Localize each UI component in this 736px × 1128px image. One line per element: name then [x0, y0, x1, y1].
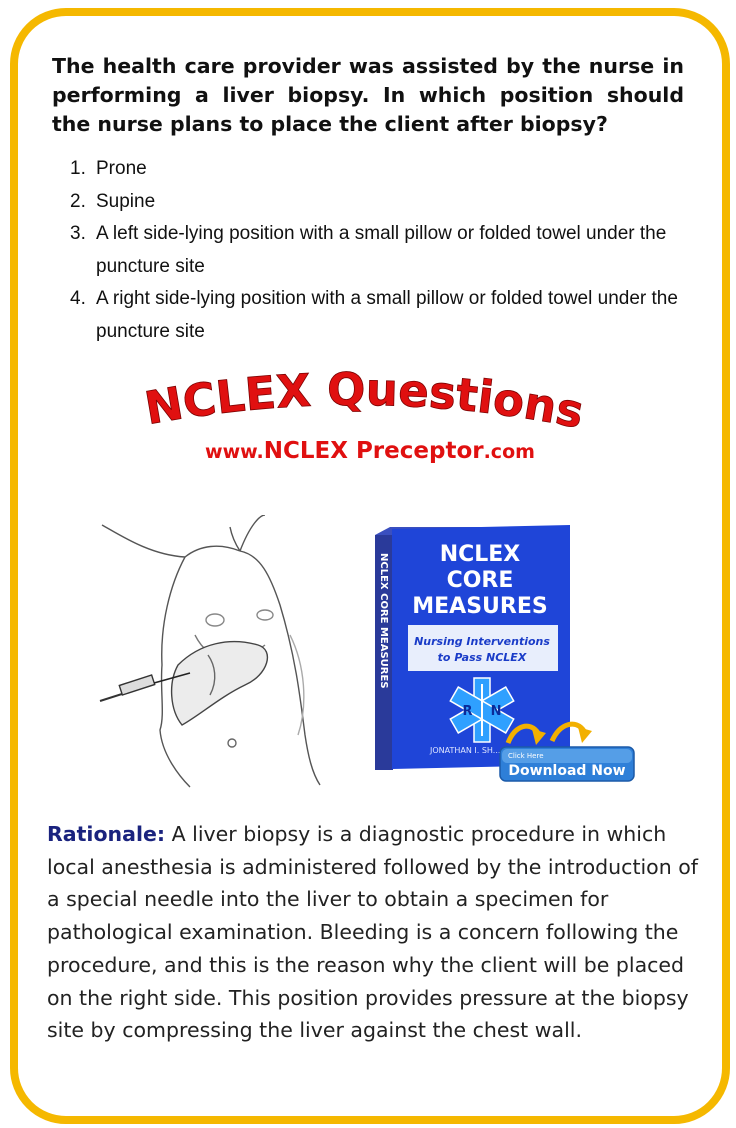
option-4: 4. A right side-lying position with a small pillow or folded towel under the puncture site — [70, 288, 678, 342]
option-1: 1. Prone — [70, 158, 147, 179]
option-3: 3. A left side-lying position with a small pillow or folded towel under the puncture site — [70, 223, 667, 277]
download-small-label: Click Here — [508, 752, 544, 760]
rationale-label: Rationale: — [47, 822, 166, 846]
book-title-3: MEASURES — [412, 594, 548, 619]
liver-biopsy-illustration — [100, 515, 320, 787]
book-subtitle-1: Nursing Interventions — [414, 635, 550, 648]
option-2: 2. Supine — [70, 190, 156, 212]
book-author: JONATHAN I. SH... — [430, 746, 501, 755]
nclex-banner — [120, 360, 610, 470]
banner-url[interactable]: www.NCLEX Preceptor.com — [205, 438, 535, 464]
book-subtitle-2: to Pass NCLEX — [437, 651, 527, 664]
rationale-paragraph — [47, 818, 699, 1047]
illustrations — [90, 515, 650, 790]
banner-title: NCLEX Questions — [140, 362, 589, 439]
download-label: Download Now — [508, 763, 626, 779]
book-title-2: CORE — [446, 568, 514, 593]
answer-options — [62, 153, 702, 349]
book-title-1: NCLEX — [439, 542, 521, 567]
book-rn: R N — [462, 704, 502, 719]
question-text: The health care provider was assisted by the nurse in performing a liver biopsy. In which position should the nurse plans to place the client after biopsy? — [52, 54, 684, 136]
rationale-text: A liver biopsy is a diagnostic procedure in which local anesthesia is administered followed by the introduction of a special needle into the liver to obtain a specimen for pathological examination. Bleeding is a concern following the procedure, and this is the reason why the client will be placed on the right side. This position provides pressure at the biopsy site by compressing the liver against the chest wall. — [47, 822, 698, 1043]
book-spine: NCLEX CORE MEASURES — [378, 553, 389, 689]
